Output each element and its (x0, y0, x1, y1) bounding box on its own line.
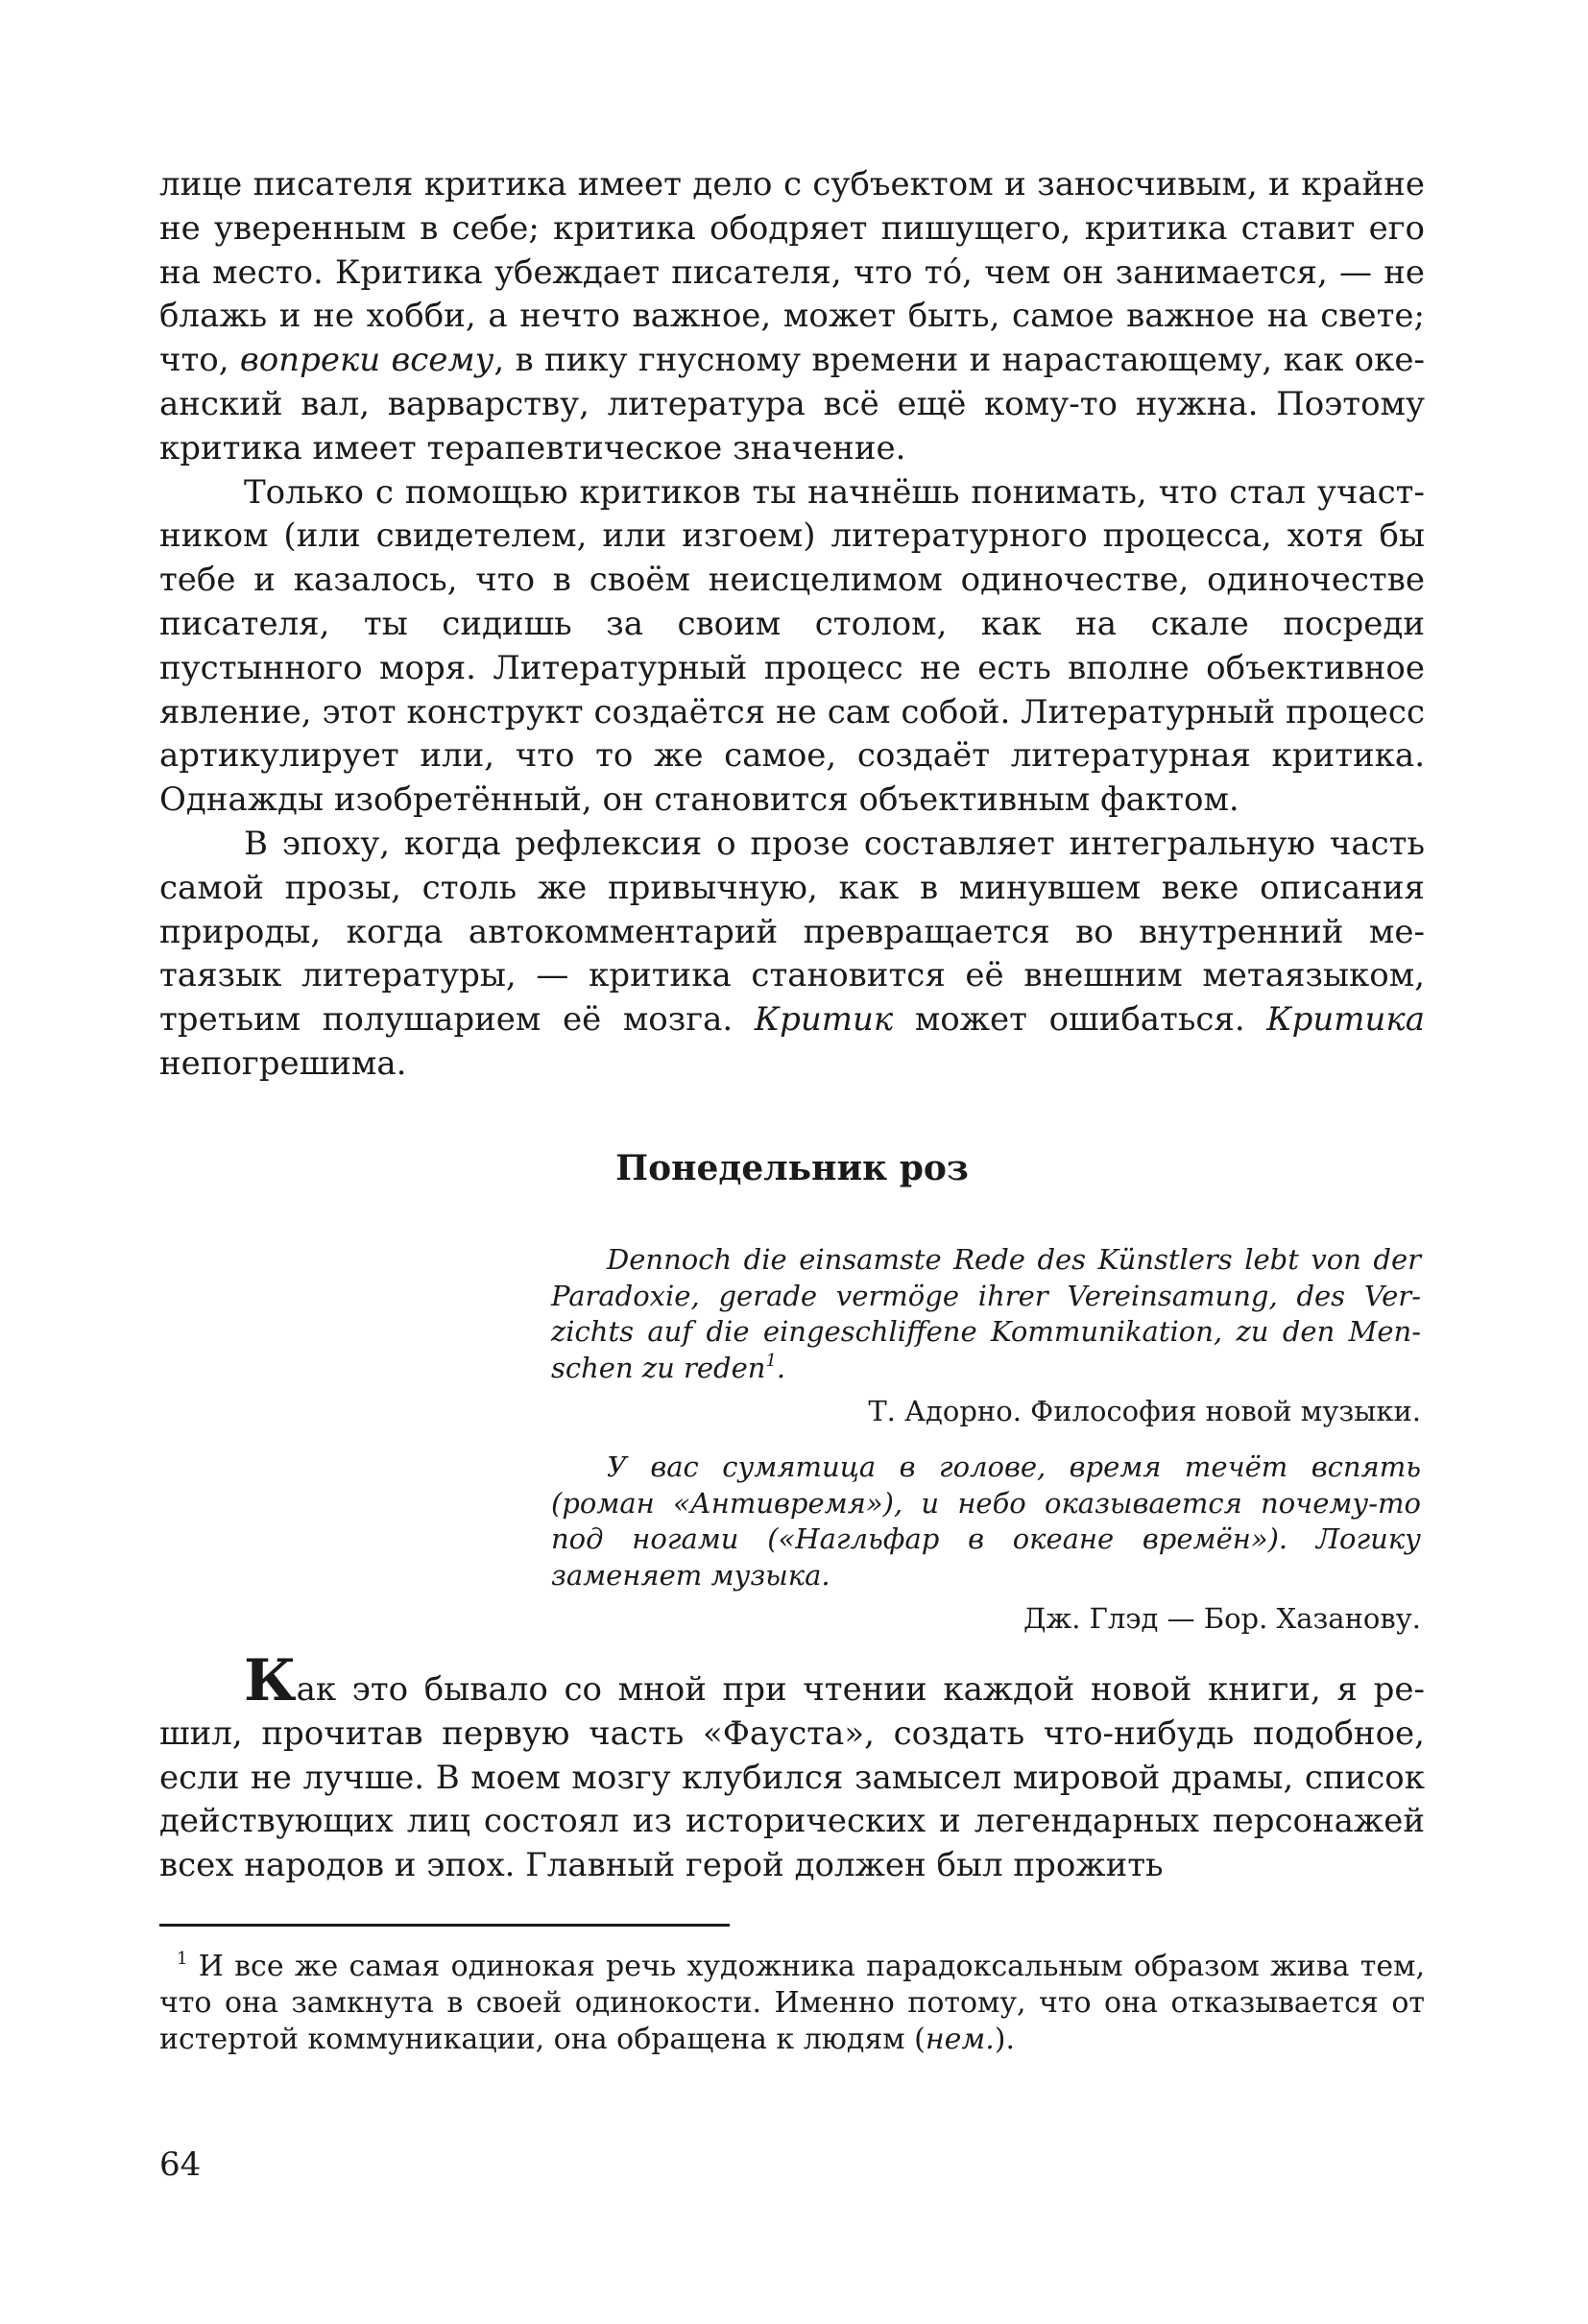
epigraph (551, 1242, 1421, 1430)
epigraph-quote: У вас сумятица в голове, время течёт вспять (роман «Антивремя»), и небо оказывается почему-то под ногами («Нагльфар в океане времён»). Логику заменяет музыка. (551, 1450, 1421, 1592)
emphasis-text: нем. (925, 2023, 995, 2056)
epigraph-source: Т. Адорно. Философия новой музыки. (868, 1395, 1421, 1427)
main-text (159, 163, 1425, 1087)
epigraph-quote: Dennoch die einsamste Rede des Künstlers lebt von der Paradoxie, gerade vermöge ihrer Vereinsamung, des Verzichts auf die eingeschliffene Kommunikation, zu den Menschen zu reden$^1$. (551, 1243, 1421, 1384)
paragraph-3: В эпоху, когда рефлексия о прозе составляет интегральную часть самой прозы, столь же привычную, как в минувшем веке описания природы, когда автокомментарий превращается во внутренний метаязык литературы, — критика становится её внешним метаязыком, третьим полушарием её мозга. Критик может ошибаться. Критика непогрешима. (159, 824, 1425, 1083)
footnote: $^1$ И все же самая одинокая речь художника парадоксальным образом жива тем, что она замкнута в своей одинокости. Именно потому, что она отказывается от истертой коммуникации, она обращена к людям (нем.). (159, 1949, 1425, 2056)
chapter-first-paragraph: Как это бывало со мной при чтении каждой новой книги, я решил, прочитав первую часть «Фауста», создать что-нибудь подобное, если не лучше. В моем мозгу клубился замысел мировой драмы, список действующих лиц состоял из исторических и легендарных персонажей всех народов и эпох. Главный герой должен был прожить (159, 1647, 1425, 1885)
footnote-mark: 1 (177, 1949, 188, 1969)
chapter-title: Понедельник роз (615, 1148, 969, 1188)
chapter-body (159, 1647, 1425, 1888)
page-number: 64 (159, 2145, 202, 2184)
epigraph (551, 1450, 1421, 1638)
footnote-reference: 1 (765, 1350, 777, 1371)
paragraph-1: лице писателя критика имеет дело с субъектом и заносчивым, и крайне не уверенным в себе; критика ободряет пишущего, критика ставит его на место. Критика убеждает писателя, что тó, чем он занимается, — не блажь и не хобби, а нечто важное, может быть, самое важное на свете; что, вопреки всему, в пику гнусному времени и нарастающему, как океанский вал, варварству, литература всё ещё кому-то нужна. Поэтому критика имеет терапевтическое значение. (159, 165, 1426, 467)
paragraph-2: Только с помощью критиков ты начнёшь понимать, что стал участником (или свидетелем, или изгоем) литературного процесса, хотя бы тебе и казалось, что в своём неисцелимом одиночестве, одиночестве писателя, ты сидишь за своим столом, как на скале посреди пустынного моря. Литературный процесс не есть вполне объективное явление, этот конструкт создаётся не сам собой. Литературный процесс артикулирует или, что то же самое, создаёт литературная критика. Однажды изобретённый, он становится объективным фактом. (159, 472, 1425, 820)
emphasis-text: Критик (754, 1000, 894, 1040)
footnote-divider (159, 1924, 730, 1927)
epigraph-source: Дж. Глэд — Бор. Хазанову. (1023, 1602, 1421, 1635)
emphasis-text: Критика (1266, 1000, 1425, 1040)
drop-cap: К (244, 1647, 297, 1714)
emphasis-text: вопреки всему (239, 341, 494, 380)
